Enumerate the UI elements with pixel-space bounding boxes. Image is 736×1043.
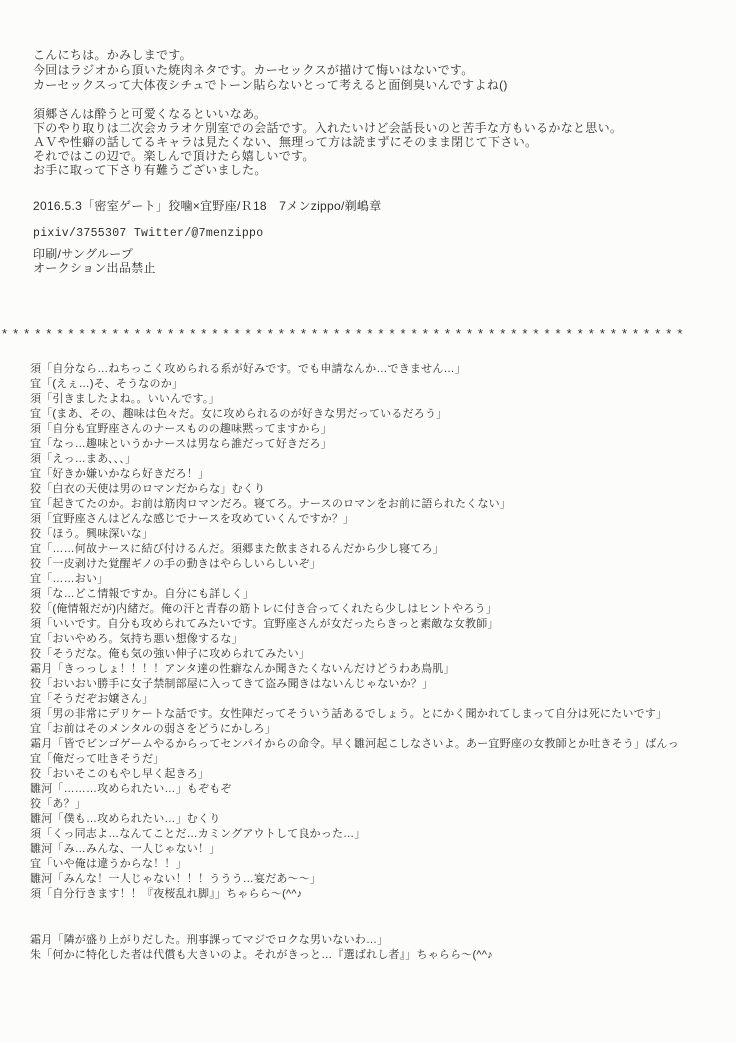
intro-line: 今回はラジオから頂いた焼肉ネタです。カーセックスが描けて悔いはないです。 — [33, 63, 474, 77]
dialogue-line: 狡「おいおい勝手に女子禁制部屋に入ってきて盗み聞きはないんじゃないか？」 — [30, 678, 434, 690]
credits-section — [0, 199, 736, 275]
dialogue-line: 狡「あ？」 — [30, 798, 86, 810]
footer-dialogue-section — [0, 933, 736, 963]
intro-paragraph-notes — [33, 107, 726, 177]
dialogue-line: 須「男の非常にデリケートな話です。女性陣だってそういう話あるでしょう。とにかく聞かれてしまって自分は死にたいです」 — [30, 708, 668, 720]
dialogue-line: 宜「(まあ、その、趣味は色々だ。女に攻められるのが好きな男だっているだろう」 — [30, 408, 448, 420]
dialogue-line: 狡「(俺情報だが)内緒だ。俺の汗と青春の筋トレに付き合ってくれたら少しはヒントやろう」 — [30, 603, 497, 615]
intro-paragraph-greeting — [33, 0, 726, 93]
dialogue-line: 狡「ほう。興味深いな」 — [30, 528, 154, 540]
dialogue-line: 宜「俺だって吐きそうだ」 — [30, 753, 165, 765]
dialogue-line: 宜「お前はそのメンタルの弱さをどうにかしろ」 — [30, 723, 276, 735]
dialogue-line: 宜「おいやめろ。気持ち悪い想像するな」 — [30, 633, 243, 645]
dialogue-line: 宜「いや俺は違うからな！！」 — [30, 858, 187, 870]
intro-line: 下のやり取りは二次会カラオケ別室での会話です。入れたいけど会話長いのと苦手な方もいるかなと思い。 — [33, 121, 623, 135]
intro-line: お手に取って下さり有難うございました。 — [33, 163, 267, 177]
dialogue-line: 宜「好きか嫌いかなら好きだろ！」 — [30, 468, 210, 480]
dialogue-line: 須「いいです。自分も攻められてみたいです。宜野座さんが女だったらきっと素敵な女教師」 — [30, 618, 499, 630]
dialogue-line: 須「自分も宜野座さんのナースものの趣味黙ってますから」 — [30, 423, 332, 435]
dialogue-line: 宜「そうだぞお嬢さん」 — [30, 693, 154, 705]
printer-credit: 印刷/サングループ — [33, 247, 134, 261]
author-links: pixiv/3755307 Twitter/@7menzippo — [33, 227, 264, 240]
dialogue-line: 須「自分行きます！！『夜桜乱れ脚』」ちゃらら～(^^♪ — [30, 888, 303, 900]
dialogue-line: 宜「……何故ナースに結び付けるんだ。須郷また飲まされるんだから少し寝てろ」 — [30, 543, 444, 555]
dialogue-line: 宜「なっ…趣味というかナースは男なら誰だって好きだろ」 — [30, 438, 332, 450]
dialogue-line: 宜「(えぇ…)そ、そうなのか」 — [30, 378, 184, 390]
intro-line: ＡＶや性癖の話してるキャラは見たくない、無理って方は読まずにそのまま閉じて下さい。 — [33, 135, 538, 149]
dialogue-line: 霜月「きっっしょ！！！！アンタ達の性癖なんか聞きたくないんだけどうわあ鳥肌」 — [30, 663, 455, 675]
dialogue-line: 宜「起きてたのか。お前は筋肉ロマンだろ。寝てろ。ナースのロマンをお前に語られたくない」 — [30, 498, 512, 510]
asterisk-divider: * * * * * * * * * * * * * * * * * * * * * * * * * * * * * * * * * * * * * * * * * * * * * * * * * * * * * * * * * * * * * * — [2, 327, 684, 341]
publication-date-title: 2016.5.3「密室ゲート」狡噛×宜野座/Ｒ18 7メンzippo/剃嶋章 — [33, 199, 382, 213]
dialogue-line: 須「くっ同志よ…なんてことだ…カミングアウトして良かった…」 — [30, 828, 366, 840]
dialogue-line: 霜月「皆でビンゴゲームやるからってセンパイからの命令。早く雛河起こしなさいよ。あー宜野座の女教師とか吐きそう」ばんっ — [30, 738, 679, 750]
dialogue-line: 須「宜野座さんはどんな感じでナースを攻めていくんですか？」 — [30, 513, 355, 525]
dialogue-line: 須「な…どこ情報ですか。自分にも詳しく」 — [30, 588, 254, 600]
intro-section — [0, 0, 736, 177]
footer-dialogue-line: 朱「何かに特化した者は代償も大きいのよ。それがきっと…『選ばれし者』」ちゃらら～(^^♪ — [30, 949, 493, 961]
dialogue-line: 雛河「み…みんな、一人じゃない！」 — [30, 843, 221, 855]
dialogue-line: 雛河「みんな！一人じゃない！！！ううう…宴だあ～～」 — [30, 873, 322, 885]
dialogue-line: 狡「そうだな。俺も気の強い伸子に攻められてみたい」 — [30, 648, 310, 660]
intro-line: カーセックスって大体夜シチュでトーン貼らないとって考えると面倒臭いんですよね() — [33, 78, 508, 92]
dialogue-line: 須「引きましたよね。。いいんです。」 — [30, 393, 220, 405]
intro-line: こんにちは。かみしまです。 — [33, 48, 192, 62]
dialogue-section — [0, 362, 736, 902]
intro-line: 須郷さんは酔うと可愛くなるといいなあ。 — [33, 107, 267, 121]
dialogue-line: 雛河「僕も…攻められたい…」むくり — [30, 813, 221, 825]
dialogue-line: 狡「白衣の天使は男のロマンだからな」むくり — [30, 483, 266, 495]
auction-notice: オークション出品禁止 — [33, 261, 156, 275]
intro-line: それではこの辺で。楽しんで頂けたら嬉しいです。 — [33, 149, 315, 163]
dialogue-line: 宜「……おい」 — [30, 573, 109, 585]
dialogue-line: 狡「おいそこのもやし早く起きろ」 — [30, 768, 210, 780]
dialogue-line: 須「えっ…まあ、、、」 — [30, 453, 137, 465]
footer-dialogue-line: 霜月「隣が盛り上がりだした。刑事課ってマジでロクな男いないわ…」 — [30, 934, 389, 946]
dialogue-line: 狡「一皮剥けた覚醒ギノの手の動きはやらしいらしいぞ」 — [30, 558, 321, 570]
dialogue-line: 雛河「………攻められたい…」もぞもぞ — [30, 783, 232, 795]
dialogue-line: 須「自分なら…ねちっこく攻められる系が好みです。でも申請なんか…できません…」 — [30, 363, 466, 375]
